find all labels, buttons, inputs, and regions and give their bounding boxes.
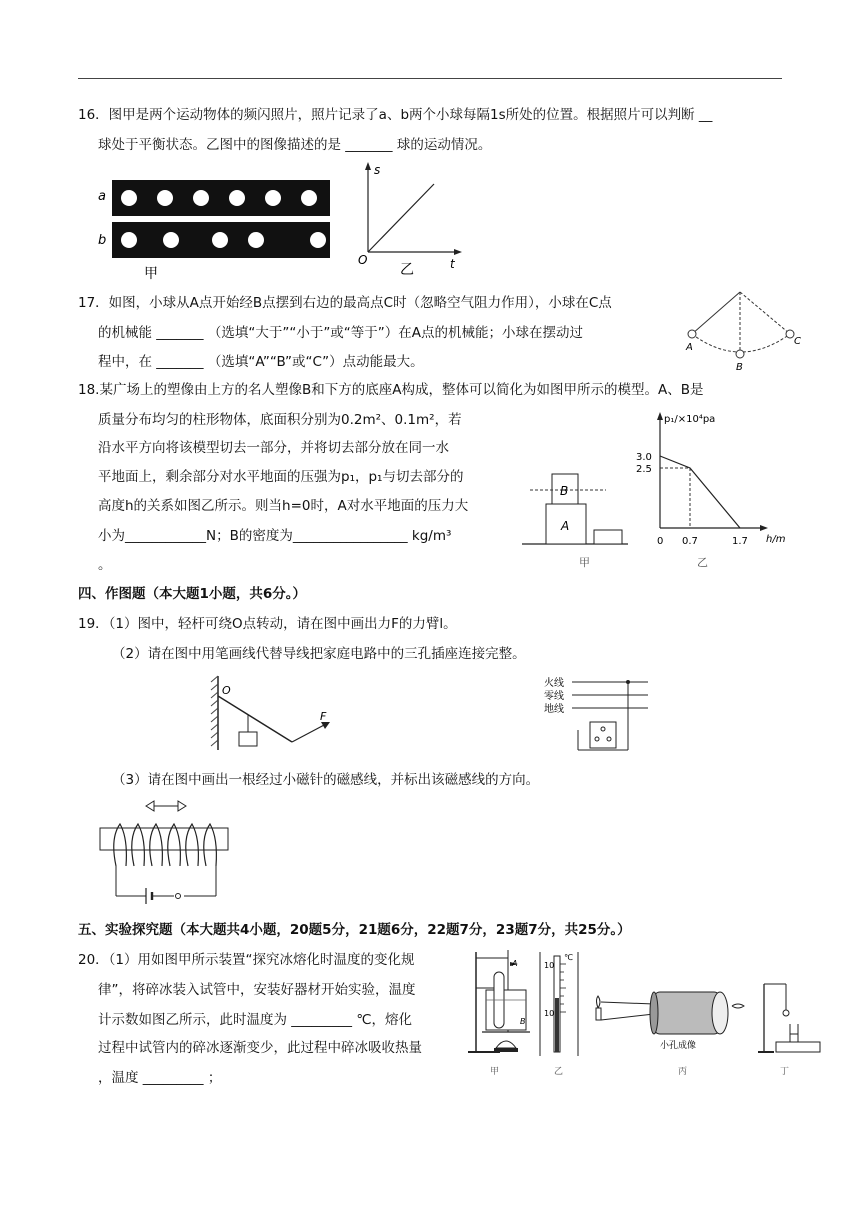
q18-line1: 18.某广场上的塑像由上方的名人塑像B和下方的底座A构成，整体可以简化为如图甲所示的模型。A、B是 bbox=[78, 382, 704, 398]
q20-pinhole-label: 小孔成像 bbox=[660, 1041, 697, 1051]
q18-y-axis-label: p₁/×10⁴pa bbox=[664, 414, 716, 425]
q17-line1: 17．如图，小球从A点开始经B点摆到右边的最高点C时（忽略空气阻力作用），小球在C点 bbox=[78, 295, 612, 311]
q19-solenoid-figure bbox=[96, 796, 236, 910]
q16-axis-s: s bbox=[374, 163, 381, 177]
q17-line2: 的机械能 _______ （选填“大于”“小于”或“等于”）在A点的机械能；小球在摆动过 bbox=[98, 325, 584, 341]
q20-line4: 过程中试管内的碎冰逐渐变少，此过程中碎冰吸收热量 bbox=[98, 1040, 422, 1056]
q17-point-c: C bbox=[794, 336, 801, 347]
q18-y-tick-2: 2.5 bbox=[636, 464, 652, 475]
q19-line1: 19．（1）图中，轻杆可绕O点转动，请在图中画出力F的力臂l。 bbox=[78, 616, 457, 632]
q17-point-a: A bbox=[686, 342, 693, 353]
q19-lever-figure bbox=[208, 672, 338, 758]
q20-line3: 计示数如图乙所示，此时温度为 _________ ℃，熔化 bbox=[98, 1012, 412, 1028]
q20-tick-10b: 10 bbox=[544, 1009, 555, 1018]
q20-line5: ，温度 _________ ； bbox=[98, 1070, 222, 1086]
q18-x-tick-1: 0.7 bbox=[682, 536, 698, 547]
q17-pendulum-figure bbox=[682, 288, 808, 378]
q18-line6: 小为____________N；B的密度为_________________ kg/m³ bbox=[98, 528, 452, 544]
section4-title: 四、作图题（本大题1小题，共6分。） bbox=[78, 586, 307, 602]
q19-wire-fire: 火线 bbox=[544, 678, 564, 689]
q18-line5: 高度h的关系如图乙所示。则当h=0时，A对水平地面的压力大 bbox=[98, 498, 469, 514]
q18-x-tick-2: 1.7 bbox=[732, 536, 748, 547]
q20-line1: 20．（1）用如图甲所示装置“探究冰熔化时温度的变化规 bbox=[78, 952, 415, 968]
q18-x-tick-0: 0 bbox=[657, 536, 664, 547]
q19-socket-circuit-figure bbox=[540, 672, 650, 760]
q20-mark-a: A bbox=[512, 959, 518, 968]
q16-origin: O bbox=[358, 253, 368, 267]
q20-experiment-figures bbox=[464, 944, 828, 1082]
q18-line3: 沿水平方向将该模型切去一部分，并将切去部分放在同一水 bbox=[98, 440, 449, 456]
q19-wire-ground: 地线 bbox=[544, 704, 564, 715]
q16-figure-jia bbox=[96, 174, 336, 288]
q17-line3: 程中，在 _______ （选填“A”“B”或“C”）点动能最大。 bbox=[98, 354, 424, 370]
q20-fig-jia: 甲 bbox=[490, 1067, 500, 1077]
q18-y-tick-1: 3.0 bbox=[636, 452, 652, 463]
q16-label-yi: 乙 bbox=[400, 262, 414, 278]
q18-pressure-graph-yi bbox=[630, 408, 800, 576]
q16-axis-t: t bbox=[450, 257, 455, 271]
q18-block-a: A bbox=[561, 519, 570, 533]
q20-tick-10a: 10 bbox=[544, 961, 555, 970]
q17-point-b: B bbox=[736, 362, 743, 373]
q19-line2: （2）请在图中用笔画线代替导线把家庭电路中的三孔插座连接完整。 bbox=[112, 646, 526, 662]
q19-pivot-o: O bbox=[222, 684, 231, 697]
q20-unit-c: ℃ bbox=[564, 953, 573, 962]
q16-label-b: b bbox=[98, 233, 107, 248]
q16-figure-yi bbox=[356, 160, 466, 282]
q18-block-b: B bbox=[560, 484, 569, 498]
q20-line2: 律”，将碎冰装入试管中，安装好器材开始实验，温度 bbox=[98, 982, 416, 998]
q19-force-f: F bbox=[320, 710, 327, 723]
q19-wire-neutral: 零线 bbox=[544, 691, 564, 702]
q18-label-jia: 甲 bbox=[579, 556, 590, 569]
q16-line1: 16．图甲是两个运动物体的频闪照片，照片记录了a、b两个小球每隔1s所处的位置。根据照片可以判断 __ bbox=[78, 107, 713, 123]
header-rule bbox=[78, 78, 782, 79]
q18-line4: 平地面上，剩余部分对水平地面的压强为p₁，p₁与切去部分的 bbox=[98, 469, 464, 485]
q18-x-axis-label: h/m bbox=[766, 534, 786, 545]
section5-title: 五、实验探究题（本大题共4小题，20题5分，21题6分，22题7分，23题7分，共25分。） bbox=[78, 922, 631, 938]
q18-line2: 质量分布均匀的柱形物体，底面积分别为0.2m²、0.1m²，若 bbox=[98, 412, 462, 428]
q18-label-yi: 乙 bbox=[697, 556, 708, 569]
q18-model-figure-jia bbox=[516, 460, 632, 574]
q20-fig-ding: 丁 bbox=[780, 1067, 790, 1077]
q18-line7: 。 bbox=[98, 557, 112, 573]
q16-label-a: a bbox=[98, 189, 106, 204]
q16-line2: 球处于平衡状态。乙图中的图像描述的是 _______ 球的运动情况。 bbox=[98, 137, 492, 153]
q20-fig-yi: 乙 bbox=[554, 1067, 564, 1077]
q20-fig-bing: 丙 bbox=[678, 1067, 688, 1077]
q16-label-jia: 甲 bbox=[144, 266, 158, 282]
q19-line3: （3）请在图中画出一根经过小磁针的磁感线，并标出该磁感线的方向。 bbox=[112, 772, 540, 788]
q20-mark-b: B bbox=[520, 1017, 526, 1026]
